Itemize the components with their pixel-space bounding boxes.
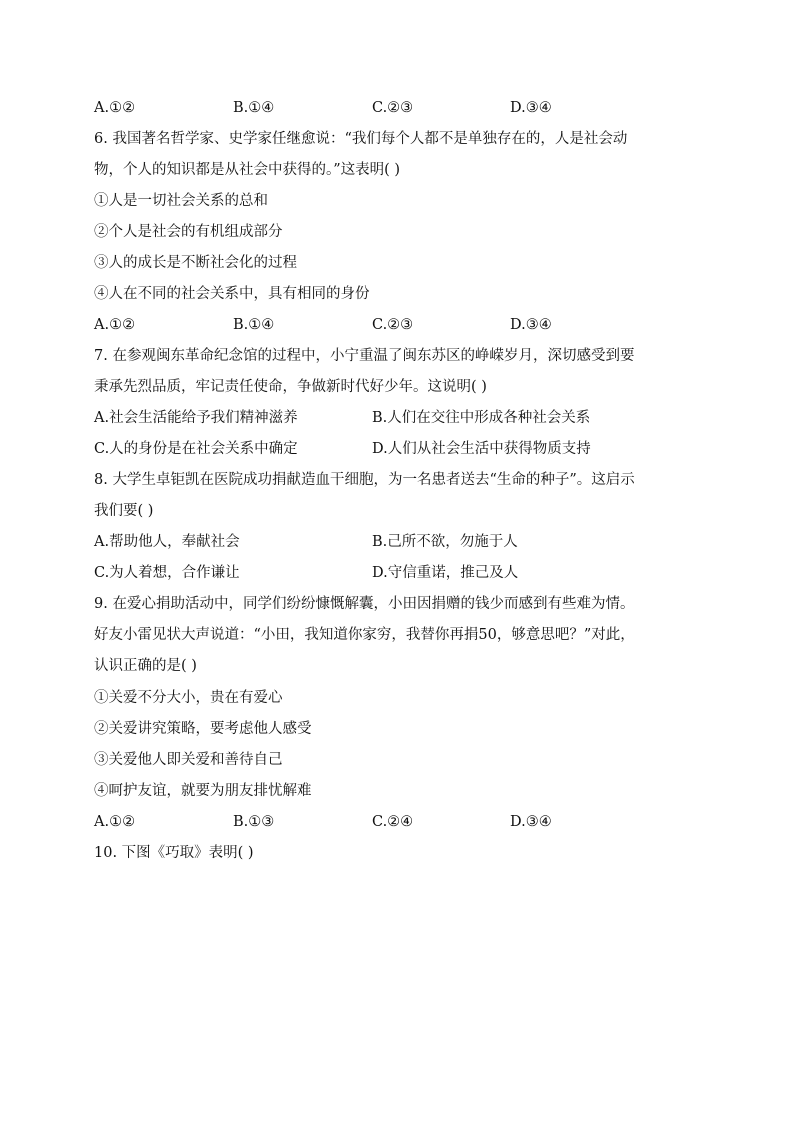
q6-stem-line-1: 6. 我国著名哲学家、史学家任继愈说：“我们每个人都不是单独存在的，人是社会动 — [94, 131, 628, 147]
q9-stem-line-2: 好友小雷见状大声说道：“小田，我知道你家穷，我替你再捐50，够意思吧？”对此， — [94, 627, 635, 643]
q6-option-a: A.①② — [94, 317, 136, 333]
q6-statement-2: ②个人是社会的有机组成部分 — [94, 224, 283, 240]
q6-statement-3: ③人的成长是不断社会化的过程 — [94, 255, 297, 271]
q8-option-a: A.帮助他人，奉献社会 — [94, 534, 240, 550]
q9-stem-line-1: 9. 在爱心捐助活动中，同学们纷纷慷慨解囊，小田因捐赠的钱少而感到有些难为情。 — [94, 596, 635, 612]
q9-statement-4: ④呵护友谊，就要为朋友排忧解难 — [94, 783, 312, 799]
q5-option-d: D.③④ — [510, 100, 552, 116]
q9-option-d: D.③④ — [510, 814, 552, 830]
q7-option-c: C.人的身份是在社会关系中确定 — [94, 441, 298, 457]
q9-statement-2: ②关爱讲究策略，要考虑他人感受 — [94, 721, 312, 737]
q9-option-b: B.①③ — [233, 814, 275, 830]
q6-option-b: B.①④ — [233, 317, 275, 333]
q8-option-b: B.己所不欲，勿施于人 — [372, 534, 518, 550]
q6-statement-4: ④人在不同的社会关系中，具有相同的身份 — [94, 286, 370, 302]
q5-option-b: B.①④ — [233, 100, 275, 116]
q5-option-a: A.①② — [94, 100, 136, 116]
q10-stem-line-1: 10. 下图《巧取》表明( ) — [94, 845, 254, 861]
q8-stem-line-1: 8. 大学生卓钜凯在医院成功捐献造血干细胞，为一名患者送去“生命的种子”。这启示 — [94, 472, 635, 488]
q7-option-a: A.社会生活能给予我们精神滋养 — [94, 410, 298, 426]
q8-stem-line-2: 我们要( ) — [94, 503, 154, 519]
q7-option-d: D.人们从社会生活中获得物质支持 — [372, 441, 591, 457]
q6-statement-1: ①人是一切社会关系的总和 — [94, 193, 268, 209]
q9-statement-1: ①关爱不分大小，贵在有爱心 — [94, 690, 283, 706]
q9-statement-3: ③关爱他人即关爱和善待自己 — [94, 752, 283, 768]
q5-option-c: C.②③ — [372, 100, 414, 116]
q9-stem-line-3: 认识正确的是( ) — [94, 658, 197, 674]
q9-option-c: C.②④ — [372, 814, 414, 830]
q6-stem-line-2: 物，个人的知识都是从社会中获得的。”这表明( ) — [94, 162, 401, 178]
q7-option-b: B.人们在交往中形成各种社会关系 — [372, 410, 591, 426]
q7-stem-line-2: 秉承先烈品质，牢记责任使命，争做新时代好少年。这说明( ) — [94, 379, 487, 395]
q6-option-c: C.②③ — [372, 317, 414, 333]
q7-stem-line-1: 7. 在参观闽东革命纪念馆的过程中，小宁重温了闽东苏区的峥嵘岁月，深切感受到要 — [94, 348, 635, 364]
q9-option-a: A.①② — [94, 814, 136, 830]
q8-option-c: C.为人着想，合作谦让 — [94, 565, 240, 581]
q6-option-d: D.③④ — [510, 317, 552, 333]
q8-option-d: D.守信重诺，推己及人 — [372, 565, 519, 581]
